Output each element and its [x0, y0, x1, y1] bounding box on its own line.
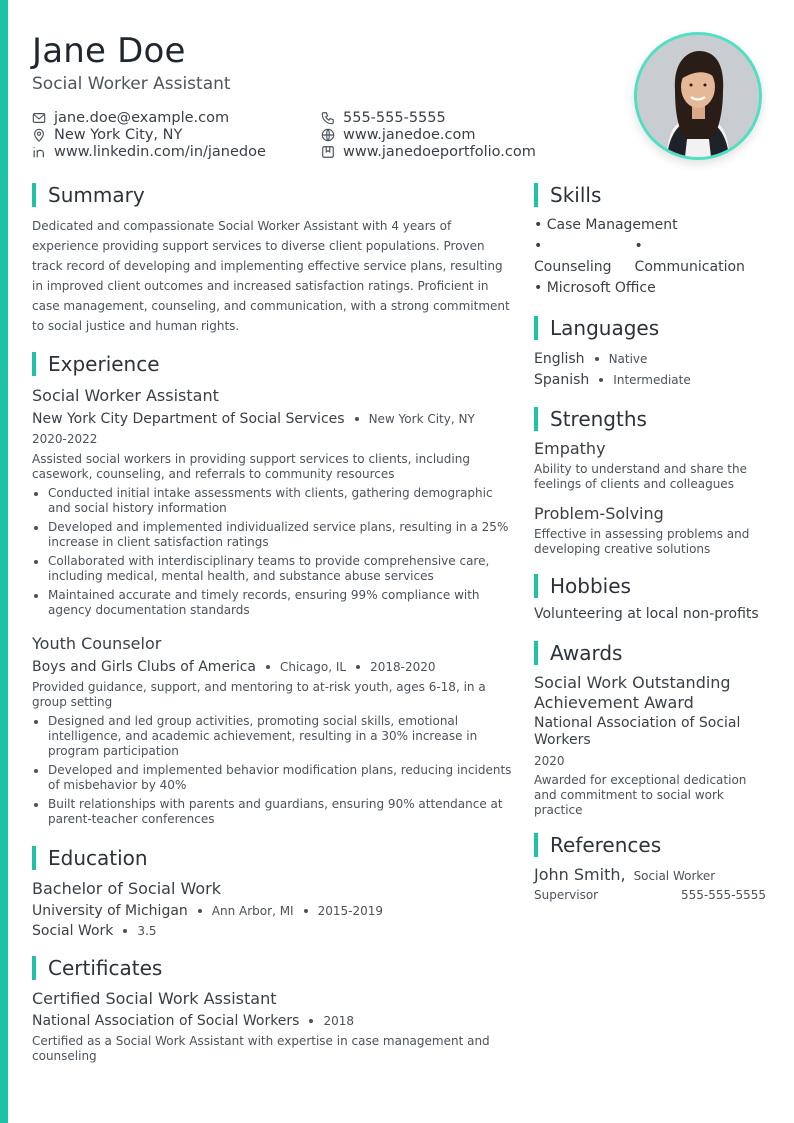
skill-item: • Communication [634, 238, 745, 275]
hobbies-section [534, 574, 766, 622]
job-role: Youth Counselor [32, 634, 162, 653]
language-name: Spanish [534, 371, 590, 388]
phone-text: 555-555-5555 [343, 109, 446, 126]
job-bullets [32, 714, 512, 827]
separator-dot [356, 665, 360, 669]
school-location: Ann Arbor, MI [211, 904, 294, 918]
job-org-line [32, 659, 512, 675]
reference-name-line [534, 865, 766, 884]
language-item [534, 348, 766, 369]
job-org: Boys and Girls Clubs of America [32, 659, 256, 675]
language-level: Native [608, 351, 648, 366]
strengths-section [534, 407, 766, 557]
job-dates: 2020-2022 [32, 432, 98, 446]
separator-dot [304, 909, 308, 913]
website-text: www.janedoe.com [343, 126, 476, 143]
summary-text: Dedicated and compassionate Social Worker Assistant with 4 years of experience providing support services to diverse client populations. Proven track record of developing and implementing effective service plans, resulting in improved client outcomes and increased satisfaction ratings. Proficient in case management, counseling, and communication, with a strong commitment to social justice and human rights. [32, 219, 510, 333]
profile-photo [634, 32, 762, 160]
reference-phone[interactable]: 555-555-5555 [680, 888, 766, 902]
portrait-illustration [637, 35, 759, 157]
section-accent [534, 641, 538, 665]
certificates-heading: Certificates [32, 956, 512, 980]
experience-heading: Experience [32, 352, 512, 376]
separator-dot [266, 665, 270, 669]
gpa-line [32, 923, 512, 939]
reference-title: Supervisor [534, 888, 599, 902]
mail-icon [32, 111, 46, 125]
award-issuer: National Association of Social Workers [534, 715, 741, 748]
contact-phone[interactable] [321, 109, 611, 126]
skills-heading: Skills [534, 183, 766, 207]
language-name: English [534, 350, 585, 367]
bullet-item: Collaborated with interdisciplinary teams to provide comprehensive care, including medical, mental health, and substance abuse services [32, 554, 512, 584]
job-org: New York City Department of Social Services [32, 411, 345, 427]
location-pin-icon [32, 128, 46, 142]
phone-icon [321, 111, 335, 125]
languages-list [534, 348, 766, 390]
gpa-value: 3.5 [137, 924, 157, 938]
bookmark-icon [321, 145, 335, 159]
reference-role: Social Worker [633, 869, 716, 883]
contact-portfolio[interactable] [321, 143, 611, 160]
education-dates: 2015-2019 [317, 904, 384, 918]
awards-heading: Awards [534, 641, 766, 665]
references-heading: References [534, 833, 766, 857]
candidate-title: Social Worker Assistant [32, 74, 231, 94]
award-title: Social Work Outstanding Achievement Award [534, 673, 731, 712]
awards-section [534, 641, 766, 818]
section-accent [534, 833, 538, 857]
section-accent [32, 956, 36, 980]
job-description: Assisted social workers in providing support services to clients, including casework, counseling, and referrals to community resources [32, 452, 470, 481]
bullet-item: Developed and implemented behavior modification plans, reducing incidents of misbehavior by 40% [32, 763, 512, 793]
section-accent [534, 316, 538, 340]
location-text: New York City, NY [54, 126, 183, 143]
certificate-year: 2018 [323, 1014, 355, 1028]
school-line [32, 903, 512, 919]
skill-item: • Microsoft Office [534, 280, 656, 296]
separator-dot [123, 929, 127, 933]
award-year: 2020 [534, 754, 565, 768]
certificate-name: Certified Social Work Assistant [32, 989, 277, 1008]
bullet-item: Designed and led group activities, promoting social skills, emotional intelligence, and academic achievement, resulting in a 30% increase in program participation [32, 714, 512, 759]
certificate-description: Certified as a Social Work Assistant with expertise in case management and counseling [32, 1034, 490, 1063]
skills-section [534, 183, 766, 299]
strength-text: Effective in assessing problems and developing creative solutions [534, 527, 750, 556]
linkedin-icon [32, 145, 46, 159]
certificates-section [32, 956, 512, 1064]
hobbies-text: Volunteering at local non-profits [534, 606, 759, 622]
reference-details [534, 888, 766, 903]
education-section [32, 846, 512, 939]
globe-icon [321, 128, 335, 142]
job-dates: 2018-2020 [370, 660, 436, 674]
section-accent [534, 183, 538, 207]
skill-item: • Counseling [534, 238, 612, 275]
language-level: Intermediate [613, 372, 691, 387]
job-org-line [32, 411, 512, 427]
language-item [534, 369, 766, 390]
school: University of Michigan [32, 903, 188, 919]
section-accent [32, 183, 36, 207]
contact-linkedin[interactable] [32, 143, 321, 160]
right-column [534, 183, 766, 903]
section-accent [32, 352, 36, 376]
strength-title: Empathy [534, 439, 606, 458]
education-heading: Education [32, 846, 512, 870]
experience-section [32, 352, 512, 827]
award-description: Awarded for exceptional dedication and commitment to social work practice [534, 773, 747, 817]
job-entry [32, 386, 512, 618]
email-text: jane.doe@example.com [54, 109, 230, 126]
degree: Bachelor of Social Work [32, 879, 222, 898]
gpa-label: Social Work [32, 923, 114, 939]
bullet-item: Maintained accurate and timely records, ensuring 99% compliance with agency documentation standards [32, 588, 512, 618]
contact-list [32, 109, 612, 160]
job-entry [32, 634, 512, 827]
summary-section [32, 183, 512, 336]
contact-location [32, 126, 321, 143]
linkedin-text: www.linkedin.com/in/janedoe [54, 143, 266, 160]
contact-website[interactable] [321, 126, 611, 143]
separator-dot [599, 378, 603, 382]
job-bullets [32, 486, 512, 618]
hobbies-heading: Hobbies [534, 574, 766, 598]
bullet-item: Built relationships with parents and guardians, ensuring 90% attendance at parent-teacher conferences [32, 797, 512, 827]
skill-item: • Case Management [534, 217, 678, 233]
separator-dot [595, 357, 599, 361]
reference-name: John Smith, [534, 865, 626, 884]
contact-email[interactable] [32, 109, 321, 126]
summary-heading: Summary [32, 183, 512, 207]
separator-dot [309, 1019, 313, 1023]
separator-dot [198, 909, 202, 913]
strength-text: Ability to understand and share the feelings of clients and colleagues [534, 462, 747, 491]
certificate-issuer-line [32, 1013, 512, 1029]
separator-dot [355, 417, 359, 421]
languages-heading: Languages [534, 316, 766, 340]
job-location: Chicago, IL [279, 660, 347, 674]
section-accent [534, 407, 538, 431]
section-accent [32, 846, 36, 870]
left-column [32, 183, 512, 1064]
job-role: Social Worker Assistant [32, 386, 219, 405]
bullet-item: Conducted initial intake assessments with clients, gathering demographic and social history information [32, 486, 512, 516]
certificate-issuer: National Association of Social Workers [32, 1013, 300, 1029]
references-section [534, 833, 766, 903]
candidate-name: Jane Doe [32, 31, 186, 71]
portfolio-text: www.janedoeportfolio.com [343, 143, 536, 160]
job-location: New York City, NY [368, 412, 475, 426]
resume-header [32, 30, 612, 160]
languages-section [534, 316, 766, 390]
strength-title: Problem-Solving [534, 504, 664, 523]
bullet-item: Developed and implemented individualized service plans, resulting in a 25% increase in client satisfaction ratings [32, 520, 512, 550]
skills-list [534, 215, 766, 299]
section-accent [534, 574, 538, 598]
accent-bar [0, 0, 8, 1123]
strengths-heading: Strengths [534, 407, 766, 431]
job-description: Provided guidance, support, and mentoring to at-risk youth, ages 6-18, in a group setting [32, 680, 486, 709]
